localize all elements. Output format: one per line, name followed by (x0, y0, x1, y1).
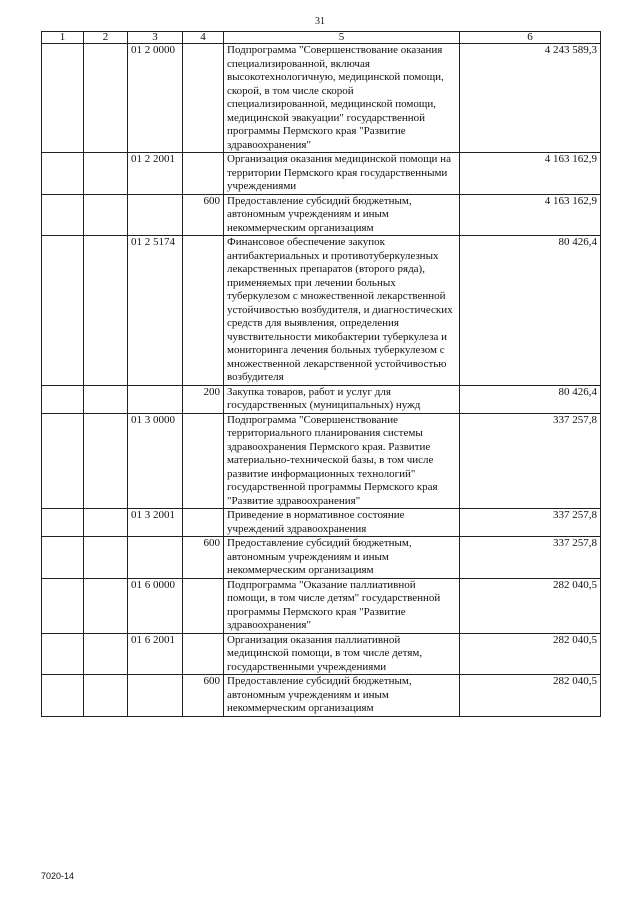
expense-type-cell: 600 (183, 537, 224, 579)
table-row (42, 413, 601, 509)
subsection-cell (84, 578, 128, 633)
column-header: 3 (128, 32, 183, 44)
description-cell: Подпрограмма "Совершенствование оказания специализированной, включая высокотехнологичную, медицинской помощи, скорой, в том числе скорой специализированной, медицинской помощи, медицинской эвакуации" государственной программы Пермского края "Развитие здравоохранения" (224, 44, 460, 153)
target-article-cell: 01 3 0000 (128, 413, 183, 509)
subsection-cell (84, 675, 128, 717)
target-article-cell (128, 537, 183, 579)
amount-cell: 4 163 162,9 (460, 194, 601, 236)
subsection-cell (84, 194, 128, 236)
expense-type-cell (183, 509, 224, 537)
section-cell (42, 578, 84, 633)
section-cell (42, 385, 84, 413)
table-row (42, 675, 601, 717)
amount-cell: 337 257,8 (460, 509, 601, 537)
column-header: 1 (42, 32, 84, 44)
target-article-cell (128, 194, 183, 236)
table-row (42, 194, 601, 236)
amount-cell: 337 257,8 (460, 413, 601, 509)
expense-type-cell: 200 (183, 385, 224, 413)
description-cell: Организация оказания паллиативной медицинской помощи, в том числе детям, государственными учреждениями (224, 633, 460, 675)
table-row (42, 153, 601, 195)
section-cell (42, 413, 84, 509)
target-article-cell: 01 3 2001 (128, 509, 183, 537)
table-row (42, 236, 601, 386)
column-header: 5 (224, 32, 460, 44)
description-cell: Подпрограмма "Оказание паллиативной помощи, в том числе детям" государственной программы Пермского края "Развитие здравоохранения" (224, 578, 460, 633)
target-article-cell (128, 385, 183, 413)
table-row (42, 537, 601, 579)
section-cell (42, 509, 84, 537)
amount-cell: 282 040,5 (460, 675, 601, 717)
subsection-cell (84, 385, 128, 413)
table-row (42, 578, 601, 633)
expense-type-cell (183, 578, 224, 633)
expense-type-cell: 600 (183, 194, 224, 236)
table-body (42, 44, 601, 717)
section-cell (42, 194, 84, 236)
budget-table (41, 31, 601, 717)
amount-cell: 337 257,8 (460, 537, 601, 579)
subsection-cell (84, 537, 128, 579)
column-header: 6 (460, 32, 601, 44)
table-header-row (42, 32, 601, 44)
subsection-cell (84, 153, 128, 195)
section-cell (42, 44, 84, 153)
description-cell: Приведение в нормативное состояние учреждений здравоохранения (224, 509, 460, 537)
expense-type-cell (183, 633, 224, 675)
target-article-cell (128, 675, 183, 717)
section-cell (42, 153, 84, 195)
section-cell (42, 236, 84, 386)
amount-cell: 282 040,5 (460, 578, 601, 633)
subsection-cell (84, 236, 128, 386)
description-cell: Закупка товаров, работ и услуг для государственных (муниципальных) нужд (224, 385, 460, 413)
column-header: 2 (84, 32, 128, 44)
description-cell: Подпрограмма "Совершенствование территориального планирования системы здравоохранения Пермского края. Развитие материально-технической базы, в том числе развитие информационных технологий" государственной программы Пермского края "Развитие здравоохранения" (224, 413, 460, 509)
target-article-cell: 01 2 0000 (128, 44, 183, 153)
page-number: 31 (315, 16, 325, 27)
description-cell: Предоставление субсидий бюджетным, автономным учреждениям и иным некоммерческим организациям (224, 537, 460, 579)
description-cell: Предоставление субсидий бюджетным, автономным учреждениям и иным некоммерческим организациям (224, 675, 460, 717)
target-article-cell: 01 2 5174 (128, 236, 183, 386)
target-article-cell: 01 6 2001 (128, 633, 183, 675)
target-article-cell: 01 2 2001 (128, 153, 183, 195)
expense-type-cell (183, 236, 224, 386)
amount-cell: 80 426,4 (460, 385, 601, 413)
amount-cell: 4 243 589,3 (460, 44, 601, 153)
subsection-cell (84, 633, 128, 675)
amount-cell: 80 426,4 (460, 236, 601, 386)
description-cell: Финансовое обеспечение закупок антибактериальных и противотуберкулезных лекарственных препаратов (второго ряда), применяемых при лечении больных туберкулезом с множественной лекарственной устойчивостью возбудителя, и диагностических средств для выявления, определения чувствительности микобактерии туберкулеза и мониторинга лечения больных туберкулезом с множественной лекарственной устойчивостью возбудителя (224, 236, 460, 386)
table-row (42, 385, 601, 413)
amount-cell: 282 040,5 (460, 633, 601, 675)
expense-type-cell: 600 (183, 675, 224, 717)
subsection-cell (84, 44, 128, 153)
expense-type-cell (183, 413, 224, 509)
amount-cell: 4 163 162,9 (460, 153, 601, 195)
description-cell: Предоставление субсидий бюджетным, автономным учреждениям и иным некоммерческим организациям (224, 194, 460, 236)
column-header: 4 (183, 32, 224, 44)
section-cell (42, 675, 84, 717)
section-cell (42, 537, 84, 579)
table-row (42, 633, 601, 675)
subsection-cell (84, 413, 128, 509)
target-article-cell: 01 6 0000 (128, 578, 183, 633)
description-cell: Организация оказания медицинской помощи на территории Пермского края государственными учреждениями (224, 153, 460, 195)
subsection-cell (84, 509, 128, 537)
expense-type-cell (183, 44, 224, 153)
table-row (42, 44, 601, 153)
expense-type-cell (183, 153, 224, 195)
footer-code: 7020-14 (41, 871, 75, 881)
table-row (42, 509, 601, 537)
section-cell (42, 633, 84, 675)
